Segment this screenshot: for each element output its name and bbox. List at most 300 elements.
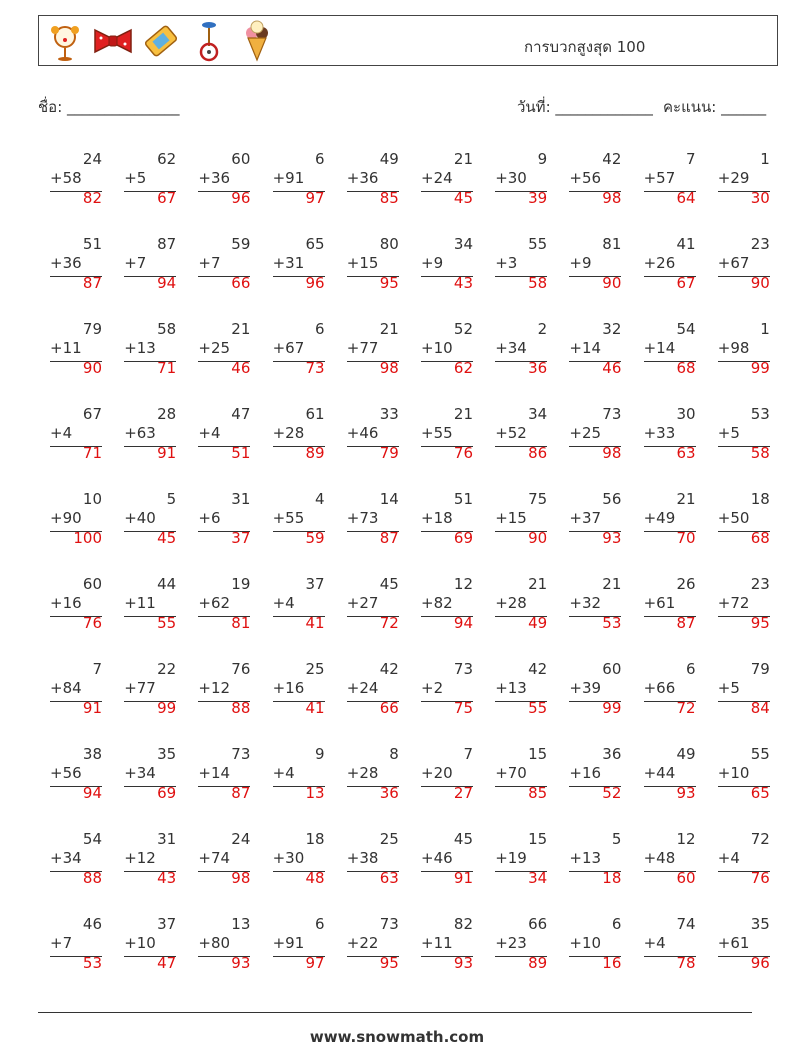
ticket-icon (141, 20, 181, 62)
addition-problem (347, 830, 409, 900)
addend-bottom: +12 (198, 679, 231, 697)
addend-bottom: +22 (346, 934, 379, 952)
addend-top: 13 (231, 915, 251, 933)
addition-problem (718, 575, 780, 645)
addend-bottom: +16 (272, 679, 305, 697)
answer: 69 (157, 784, 177, 802)
addend-top: 34 (528, 405, 548, 423)
addend-top: 60 (82, 575, 102, 593)
addend-top: 5 (611, 830, 622, 848)
addend-top: 73 (602, 405, 622, 423)
addition-problem (421, 660, 483, 730)
answer: 75 (453, 699, 473, 717)
addend-top: 54 (676, 320, 696, 338)
answer: 85 (379, 189, 399, 207)
addend-bottom: +40 (124, 509, 156, 527)
footer-site: www.snowmath.com (309, 1028, 485, 1046)
addition-problem (273, 915, 335, 985)
addition-problem (124, 150, 186, 220)
addend-bottom: +31 (272, 254, 305, 272)
problem-row (38, 235, 778, 305)
addition-problem (495, 745, 557, 815)
addend-top: 62 (157, 150, 177, 168)
problem-row (38, 575, 778, 645)
answer: 98 (379, 359, 399, 377)
addend-bottom: +26 (643, 254, 676, 272)
answer: 46 (602, 359, 622, 377)
answer: 52 (602, 784, 622, 802)
addend-bottom: +14 (569, 339, 602, 357)
addend-bottom: +55 (421, 424, 453, 442)
answer: 72 (676, 699, 696, 717)
answer: 67 (157, 189, 177, 207)
answer: 66 (379, 699, 399, 717)
addend-top: 80 (379, 235, 399, 253)
addend-top: 79 (750, 660, 770, 678)
answer: 45 (157, 529, 177, 547)
answer: 63 (676, 444, 696, 462)
answer: 36 (528, 359, 548, 377)
addend-bottom: +24 (346, 679, 379, 697)
addition-problem (718, 490, 780, 560)
addition-problem (495, 405, 557, 475)
answer: 36 (379, 784, 399, 802)
answer: 96 (305, 274, 325, 292)
addend-top: 23 (750, 235, 770, 253)
addend-bottom: +66 (643, 679, 676, 697)
addend-top: 18 (750, 490, 770, 508)
addition-problem (273, 150, 335, 220)
addition-problem (718, 150, 780, 220)
addition-problem (124, 830, 186, 900)
addend-top: 73 (379, 915, 399, 933)
addition-problem (273, 320, 335, 390)
answer: 46 (231, 359, 251, 377)
addition-problem (644, 320, 706, 390)
answer: 67 (676, 274, 696, 292)
answer: 84 (750, 699, 770, 717)
addend-bottom: +4 (643, 934, 666, 952)
addend-top: 12 (453, 575, 473, 593)
answer: 98 (602, 444, 622, 462)
addition-problem (198, 405, 260, 475)
answer: 13 (305, 784, 325, 802)
answer: 48 (305, 869, 325, 887)
addend-top: 59 (231, 235, 251, 253)
addition-problem (644, 660, 706, 730)
addition-problem (718, 405, 780, 475)
answer: 87 (82, 274, 102, 292)
addend-top: 28 (157, 405, 177, 423)
addend-bottom: +90 (50, 509, 82, 527)
addend-top: 36 (602, 745, 622, 763)
problem-row (38, 745, 778, 815)
addition-problem (718, 660, 780, 730)
addend-top: 42 (528, 660, 548, 678)
addend-bottom: +61 (717, 934, 750, 952)
addition-problem (569, 490, 631, 560)
addend-bottom: +36 (198, 169, 231, 187)
addend-bottom: +13 (569, 849, 602, 867)
answer: 41 (305, 614, 325, 632)
addition-problem (569, 830, 631, 900)
addition-problem (718, 830, 780, 900)
addition-problem (495, 235, 557, 305)
addend-bottom: +80 (198, 934, 231, 952)
addition-problem (421, 575, 483, 645)
addition-problem (718, 915, 780, 985)
answer: 87 (231, 784, 251, 802)
problem-row (38, 150, 778, 220)
addend-top: 32 (602, 320, 622, 338)
answer: 90 (528, 529, 548, 547)
answer: 76 (82, 614, 102, 632)
addend-bottom: +18 (421, 509, 453, 527)
addition-problem (273, 830, 335, 900)
answer: 59 (305, 529, 325, 547)
addition-problem (421, 235, 483, 305)
answer: 91 (82, 699, 102, 717)
addend-bottom: +77 (124, 679, 156, 697)
answer: 16 (602, 954, 622, 972)
answer: 86 (528, 444, 548, 462)
answer: 95 (379, 954, 399, 972)
addend-top: 12 (676, 830, 696, 848)
addend-top: 9 (315, 745, 325, 763)
addend-bottom: +73 (346, 509, 379, 527)
answer: 53 (602, 614, 622, 632)
answer: 94 (82, 784, 102, 802)
addition-problem (495, 320, 557, 390)
addend-top: 55 (528, 235, 548, 253)
addend-bottom: +10 (124, 934, 156, 952)
addend-bottom: +30 (272, 849, 305, 867)
problem-row (38, 405, 778, 475)
bow-tie-icon (93, 20, 133, 62)
addition-problem (347, 150, 409, 220)
footer-divider (38, 1012, 752, 1013)
addend-top: 6 (315, 150, 325, 168)
answer: 90 (82, 359, 102, 377)
addend-bottom: +50 (717, 509, 750, 527)
addend-bottom: +25 (569, 424, 602, 442)
addition-problem (124, 745, 186, 815)
addend-bottom: +14 (643, 339, 676, 357)
addition-problem (124, 320, 186, 390)
addend-bottom: +56 (569, 169, 602, 187)
addend-bottom: +10 (717, 764, 750, 782)
addend-top: 24 (82, 150, 102, 168)
addition-problem (718, 320, 780, 390)
addend-top: 25 (379, 830, 399, 848)
addend-bottom: +28 (272, 424, 305, 442)
addend-bottom: +72 (717, 594, 750, 612)
answer: 68 (676, 359, 696, 377)
addend-bottom: +84 (50, 679, 82, 697)
addend-bottom: +5 (124, 169, 147, 187)
addition-problem (347, 490, 409, 560)
answer: 88 (231, 699, 251, 717)
answer: 87 (379, 529, 399, 547)
addend-bottom: +34 (124, 764, 156, 782)
addend-bottom: +33 (643, 424, 676, 442)
addend-bottom: +5 (717, 679, 740, 697)
addend-bottom: +4 (272, 594, 295, 612)
addend-bottom: +2 (421, 679, 444, 697)
addend-top: 9 (537, 150, 548, 168)
addition-problem (50, 660, 112, 730)
answer: 76 (453, 444, 473, 462)
addend-top: 33 (379, 405, 399, 423)
addend-top: 75 (528, 490, 548, 508)
addend-bottom: +11 (421, 934, 453, 952)
addend-top: 45 (379, 575, 399, 593)
addition-problem (644, 830, 706, 900)
addition-problem (495, 660, 557, 730)
answer: 94 (453, 614, 473, 632)
addend-top: 1 (760, 320, 770, 338)
addend-top: 56 (602, 490, 622, 508)
addend-top: 7 (686, 150, 696, 168)
addend-bottom: +39 (569, 679, 602, 697)
addition-problem (644, 235, 706, 305)
addend-bottom: +57 (643, 169, 676, 187)
addend-top: 15 (528, 830, 548, 848)
answer: 90 (750, 274, 770, 292)
addition-problem (421, 745, 483, 815)
answer: 73 (305, 359, 325, 377)
addend-top: 21 (676, 490, 696, 508)
addend-top: 41 (676, 235, 696, 253)
addend-top: 6 (686, 660, 696, 678)
addend-bottom: +63 (124, 424, 156, 442)
addend-top: 47 (231, 405, 251, 423)
addition-problem (198, 745, 260, 815)
answer: 93 (231, 954, 251, 972)
answer: 91 (453, 869, 473, 887)
addend-bottom: +4 (50, 424, 73, 442)
answer: 97 (305, 189, 325, 207)
answer: 85 (528, 784, 548, 802)
addend-top: 53 (750, 405, 770, 423)
addend-bottom: +4 (198, 424, 221, 442)
addition-problem (569, 660, 631, 730)
addend-top: 21 (602, 575, 622, 593)
addend-bottom: +67 (717, 254, 750, 272)
addition-problem (347, 915, 409, 985)
addend-bottom: +91 (272, 169, 305, 187)
answer: 47 (157, 954, 177, 972)
addend-bottom: +5 (717, 424, 740, 442)
answer: 91 (157, 444, 177, 462)
addition-problem (198, 320, 260, 390)
addend-top: 45 (453, 830, 473, 848)
addend-top: 82 (453, 915, 473, 933)
addition-problem (198, 490, 260, 560)
addition-problem (124, 915, 186, 985)
addend-bottom: +61 (643, 594, 676, 612)
answer: 70 (676, 529, 696, 547)
addend-top: 7 (463, 745, 473, 763)
addend-bottom: +91 (272, 934, 305, 952)
addend-bottom: +9 (421, 254, 444, 272)
answer: 55 (157, 614, 177, 632)
addend-top: 1 (760, 150, 770, 168)
addend-bottom: +20 (421, 764, 453, 782)
addend-top: 76 (231, 660, 251, 678)
worksheet-title: การบวกสูงสุด 100 (524, 38, 646, 56)
addend-bottom: +6 (198, 509, 221, 527)
addition-problem (347, 320, 409, 390)
addend-top: 37 (157, 915, 177, 933)
addend-bottom: +36 (50, 254, 82, 272)
answer: 45 (453, 189, 473, 207)
addend-top: 37 (305, 575, 325, 593)
addend-bottom: +46 (346, 424, 379, 442)
addition-problem (273, 235, 335, 305)
addend-top: 24 (231, 830, 251, 848)
addend-bottom: +14 (198, 764, 231, 782)
addition-problem (644, 405, 706, 475)
answer: 39 (528, 189, 548, 207)
addend-top: 87 (157, 235, 177, 253)
addition-problem (421, 915, 483, 985)
answer: 71 (82, 444, 102, 462)
answer: 69 (453, 529, 473, 547)
answer: 89 (305, 444, 325, 462)
addition-problem (50, 830, 112, 900)
answer: 96 (750, 954, 770, 972)
addend-bottom: +13 (124, 339, 156, 357)
addition-problem (569, 575, 631, 645)
score-field: คะแนน: ______ (663, 98, 767, 116)
addend-top: 7 (92, 660, 102, 678)
addend-top: 55 (750, 745, 770, 763)
addend-bottom: +27 (346, 594, 379, 612)
addition-problem (495, 830, 557, 900)
addend-bottom: +10 (421, 339, 453, 357)
addition-problem (124, 660, 186, 730)
answer: 100 (73, 529, 102, 547)
answer: 97 (305, 954, 325, 972)
addition-problem (495, 915, 557, 985)
addend-bottom: +7 (50, 934, 73, 952)
addend-top: 67 (82, 405, 102, 423)
addend-top: 46 (82, 915, 102, 933)
addition-problem (347, 575, 409, 645)
answer: 94 (157, 274, 177, 292)
addend-bottom: +29 (717, 169, 750, 187)
answer: 98 (231, 869, 251, 887)
answer: 99 (602, 699, 622, 717)
addend-bottom: +4 (717, 849, 740, 867)
addend-top: 81 (602, 235, 622, 253)
addend-bottom: +7 (124, 254, 147, 272)
addend-bottom: +98 (717, 339, 750, 357)
addend-bottom: +7 (198, 254, 221, 272)
addition-problem (495, 575, 557, 645)
addition-problem (273, 575, 335, 645)
addend-bottom: +11 (124, 594, 156, 612)
addend-bottom: +3 (495, 254, 518, 272)
answer: 49 (528, 614, 548, 632)
addend-top: 21 (379, 320, 399, 338)
addend-bottom: +15 (495, 509, 527, 527)
answer: 58 (528, 274, 548, 292)
addition-problem (50, 150, 112, 220)
answer: 81 (231, 614, 251, 632)
addend-top: 25 (305, 660, 325, 678)
addition-problem (644, 745, 706, 815)
addend-bottom: +16 (50, 594, 82, 612)
problem-row (38, 915, 778, 985)
addend-bottom: +36 (346, 169, 379, 187)
answer: 72 (379, 614, 399, 632)
answer: 90 (602, 274, 622, 292)
addend-top: 18 (305, 830, 325, 848)
addend-bottom: +10 (569, 934, 602, 952)
date-field: วันที่: _____________ (517, 98, 653, 116)
addend-bottom: +15 (346, 254, 379, 272)
addend-bottom: +58 (50, 169, 82, 187)
addition-problem (644, 915, 706, 985)
answer: 76 (750, 869, 770, 887)
answer: 41 (305, 699, 325, 717)
answer: 53 (82, 954, 102, 972)
addend-top: 49 (379, 150, 399, 168)
addition-problem (198, 915, 260, 985)
answer: 58 (750, 444, 770, 462)
addition-problem (569, 235, 631, 305)
addend-top: 22 (157, 660, 177, 678)
addend-top: 51 (453, 490, 473, 508)
problem-row (38, 320, 778, 390)
addend-bottom: +28 (346, 764, 379, 782)
icon-strip (45, 20, 277, 62)
answer: 66 (231, 274, 251, 292)
addend-top: 73 (231, 745, 251, 763)
answer: 43 (453, 274, 473, 292)
addend-bottom: +38 (346, 849, 379, 867)
addend-bottom: +44 (643, 764, 676, 782)
addition-problem (198, 235, 260, 305)
addend-bottom: +48 (643, 849, 676, 867)
addend-top: 8 (389, 745, 399, 763)
addend-top: 49 (676, 745, 696, 763)
addend-bottom: +46 (421, 849, 453, 867)
addition-problem (569, 745, 631, 815)
addition-problem (198, 830, 260, 900)
addition-problem (50, 575, 112, 645)
addition-problem (50, 320, 112, 390)
addend-top: 21 (453, 405, 473, 423)
addend-bottom: +56 (50, 764, 82, 782)
answer: 68 (750, 529, 770, 547)
addition-problem (347, 405, 409, 475)
addend-top: 35 (750, 915, 770, 933)
addend-bottom: +74 (198, 849, 231, 867)
addend-bottom: +4 (272, 764, 295, 782)
addition-problem (569, 405, 631, 475)
addend-top: 60 (231, 150, 251, 168)
addition-problem (50, 405, 112, 475)
addition-problem (273, 660, 335, 730)
addition-problem (124, 490, 186, 560)
addend-top: 21 (453, 150, 473, 168)
addend-top: 61 (305, 405, 325, 423)
addend-bottom: +82 (421, 594, 453, 612)
addition-problem (273, 490, 335, 560)
